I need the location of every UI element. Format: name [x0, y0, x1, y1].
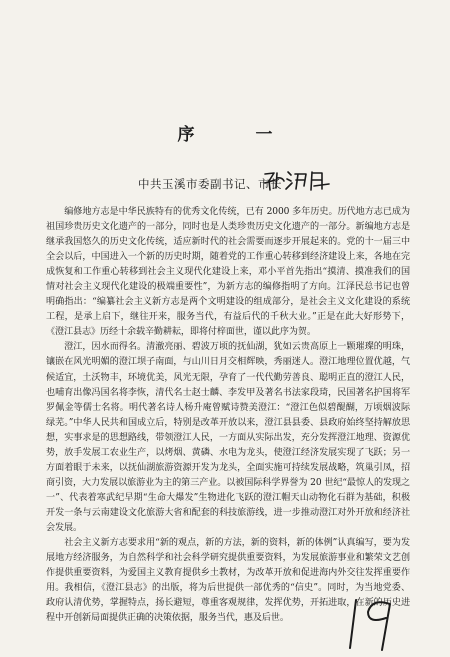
page-title: 序 一 [177, 125, 295, 145]
paragraph: 社会主义新方志要求用“新的观点，新的方法，新的资料，新的体例”认真编写，要为发展地方经济服务，为自然科学和社会科学研究提供重要资料，为发展旅游事业和繁荣文艺创作提供重要资料，为爱国主义教育提供乡土教材，为改革开放和促进海内外交往发挥重要作用。我相信，《澄江县志》的出版，将为后世提供一部优秀的“信史”。同时，为当地党委、政府认清优势，掌握特点，扬长避短，尊重客观规律，发挥优势，开拓进取，在新的历史进程中开创新局面提供正确的决策依据，服务当代，惠及后世。 [46, 538, 410, 624]
paragraph: 编修地方志是中华民族特有的优秀文化传统，已有 2000 多年历史。历代地方志已成为祖国珍贵历史文化遗产的一部分，同时也是人类珍贵历史文化遗产的一部分。新编地方志是继承我国悠久的历史文化传统，适应新时代的社会需要而逐步开展起来的。党的十一届三中全会以后，中国进入一个新的历史时期，随着党的工作重心转移到经济建设上来，各地在完成恢复和工作重心转移到社会主义现代化建设上来，邓小平首先指出“摸清、摸准我们的国情对社会主义现代化建设的极端重要性”，为新方志的编修指明了方向。江泽民总书记也曾明确指出：“编纂社会主义新方志是两个文明建设的组成部分，是社会主义文化建设的系统工程，是承上启下，继往开来，服务当代，有益后代的千秋大业。”正是在此大好形势下，《澄江县志》历经十余载辛勤耕耘，即将付梓面世，谨以此序为贺。 [46, 207, 410, 338]
author-byline: 中共玉溪市委副书记、市长 [138, 177, 282, 191]
handwritten-folio-number [342, 596, 402, 654]
paragraph: 澄江，因水而得名。清澈亮丽、碧波万顷的抚仙湖，犹如云贵高原上一颗璀璨的明珠，镶嵌在风光明媚的澄江坝子南面，与山川日月交相辉映，秀丽迷人。澄江地理位置优越，气候适宜，土沃物丰，环境优美，风光无限，孕育了一代代勤劳善良、聪明正直的澄江人民，也哺育出像冯国名将李恢，清代名士赵士麟、李发甲及著名书法家段琦，民国著名护国将军罗佩金等儒士名将。明代著名诗人杨升庵曾赋诗赞美澄江：“澄江色似碧醍醐，万顷烟波际绿芜。”中华人民共和国成立后，特别是改革开放以来，澄江县县委、县政府始终坚持解放思想，实事求是的思想路线，带领澄江人民，一方面从实际出发，充分发挥澄江地理、资源优势，放手发展工农业生产，以烤烟、黄磷、水电为龙头，使澄江经济发展实现了飞跃；另一方面着眼于未来，以抚仙湖旅游资源开发为龙头，全面实施可持续发展战略，筑巢引凤，招商引资，大力发展以旅游业为主的第三产业。以被国际科学界誉为 20 世纪“最惊人的发现之一”、代表着寒武纪早期“生命大爆发”生物进化飞跃的澄江帽天山动物化石群为基础，积极开发一条与云南建设文化旅游大省和配套的科技旅游线，进一步推动澄江对外开放和经济社会发展。 [46, 342, 410, 533]
body-text [46, 205, 410, 626]
handwritten-signature [262, 168, 332, 194]
